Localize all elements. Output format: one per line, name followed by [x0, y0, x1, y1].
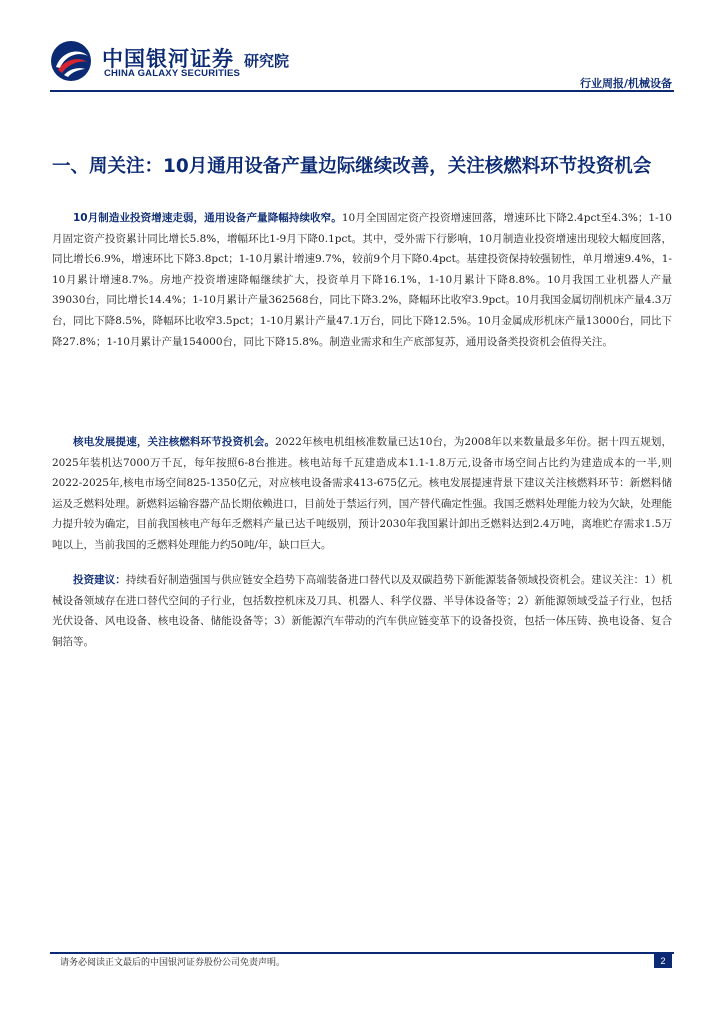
header-divider: [50, 90, 674, 92]
report-type: 行业周报/机械设备: [579, 77, 672, 90]
paragraph-body: 10月全国固定资产投资增速回落，增速环比下降2.4pct至4.3%；1-10月固定资产投资累计同比增长5.8%，增幅环比1-9月下降0.1pct。其中，受外需下行影响，10月制造业投资增速出现较大幅度回落，同比增长6.9%，增速环比下降3.8pct；1-10月累计增速9.7%，较前9个月下降0.4pct。基建投资保持较强韧性，单月增速9.4%，1-10月累计增速8.7%。房地产投资增速降幅继续扩大，投资单月下降16.1%，1-10月累计下降8.8%。10月我国工业机器人产量39030台，同比增长14.4%；1-10月累计产量362568台，同比下降3.2%，降幅环比收窄3.9pct。10月我国金属切削机床产量4.3万台，同比下降8.5%，降幅环比收窄3.5pct；1-10月累计产量47.1万台，同比下降12.5%。10月金属成形机床产量13000台，同比下降27.8%；1-10月累计产量154000台，同比下降15.8%。制造业需求和生产底部复苏，通用设备类投资机会值得关注。: [52, 212, 672, 348]
paragraph-body: 持续看好制造强国与供应链安全趋势下高端装备进口替代以及双碳趋势下新能源装备领域投资机会。建议关注：1）机械设备领域存在进口替代空间的子行业，包括数控机床及刀具、机器人、科学仪器、半导体设备等；2）新能源领域受益子行业，包括光伏设备、风电设备、核电设备、储能设备等；3）新能源汽车带动的汽车供应链变革下的设备投资，包括一体压铸、换电设备、复合铜箔等。: [52, 574, 672, 648]
paragraph-investment-advice: [52, 570, 672, 652]
logo-english-name: CHINA GALAXY SECURITIES: [104, 68, 241, 79]
paragraph-lead: 10月制造业投资增速走弱，通用设备产量降幅持续收窄。: [73, 212, 342, 224]
paragraph-body: 2022年核电机组核准数量已达10台，为2008年以来数量最多年份。据十四五规划，2025年装机达7000万千瓦，每年按照6-8台推进。核电站每千瓦建造成本1.1-1.8万元,设备市场空间占比约为建造成本的一半,则2022-2025年,核电市场空间825-1350亿元，对应核电设备需求413-675亿元。核电发展提速背景下建议关注核燃料环节：新燃料储运及乏燃料处理。新燃料运输容器产品长期依赖进口，目前处于禁运行列，国产替代确定性强。我国乏燃料处理能力较为欠缺，处理能力提升较为确定，目前我国核电产每年乏燃料产量已达千吨级别，预计2030年我国累计卸出乏燃料达到2.4万吨，离堆贮存需求1.5万吨以上，当前我国的乏燃料处理能力约50吨/年，缺口巨大。: [52, 436, 673, 551]
paragraph-nuclear: [52, 432, 672, 556]
section-title: 一、周关注：10月通用设备产量边际继续改善，关注核燃料环节投资机会: [52, 156, 652, 177]
logo-chinese-name: 中国银河证券: [102, 47, 234, 71]
logo-institute: 研究院: [244, 52, 290, 70]
galaxy-logo-icon: [50, 40, 92, 82]
footer-divider: [50, 952, 674, 954]
page-number: 2: [654, 954, 672, 968]
page-header: [0, 0, 724, 95]
footer-disclaimer: 请务必阅读正文最后的中国银河证券股份公司免责声明。: [60, 958, 286, 968]
paragraph-lead: 投资建议：: [73, 574, 126, 586]
paragraph-lead: 核电发展提速，关注核燃料环节投资机会。: [73, 436, 276, 448]
paragraph-manufacturing: [52, 208, 672, 352]
